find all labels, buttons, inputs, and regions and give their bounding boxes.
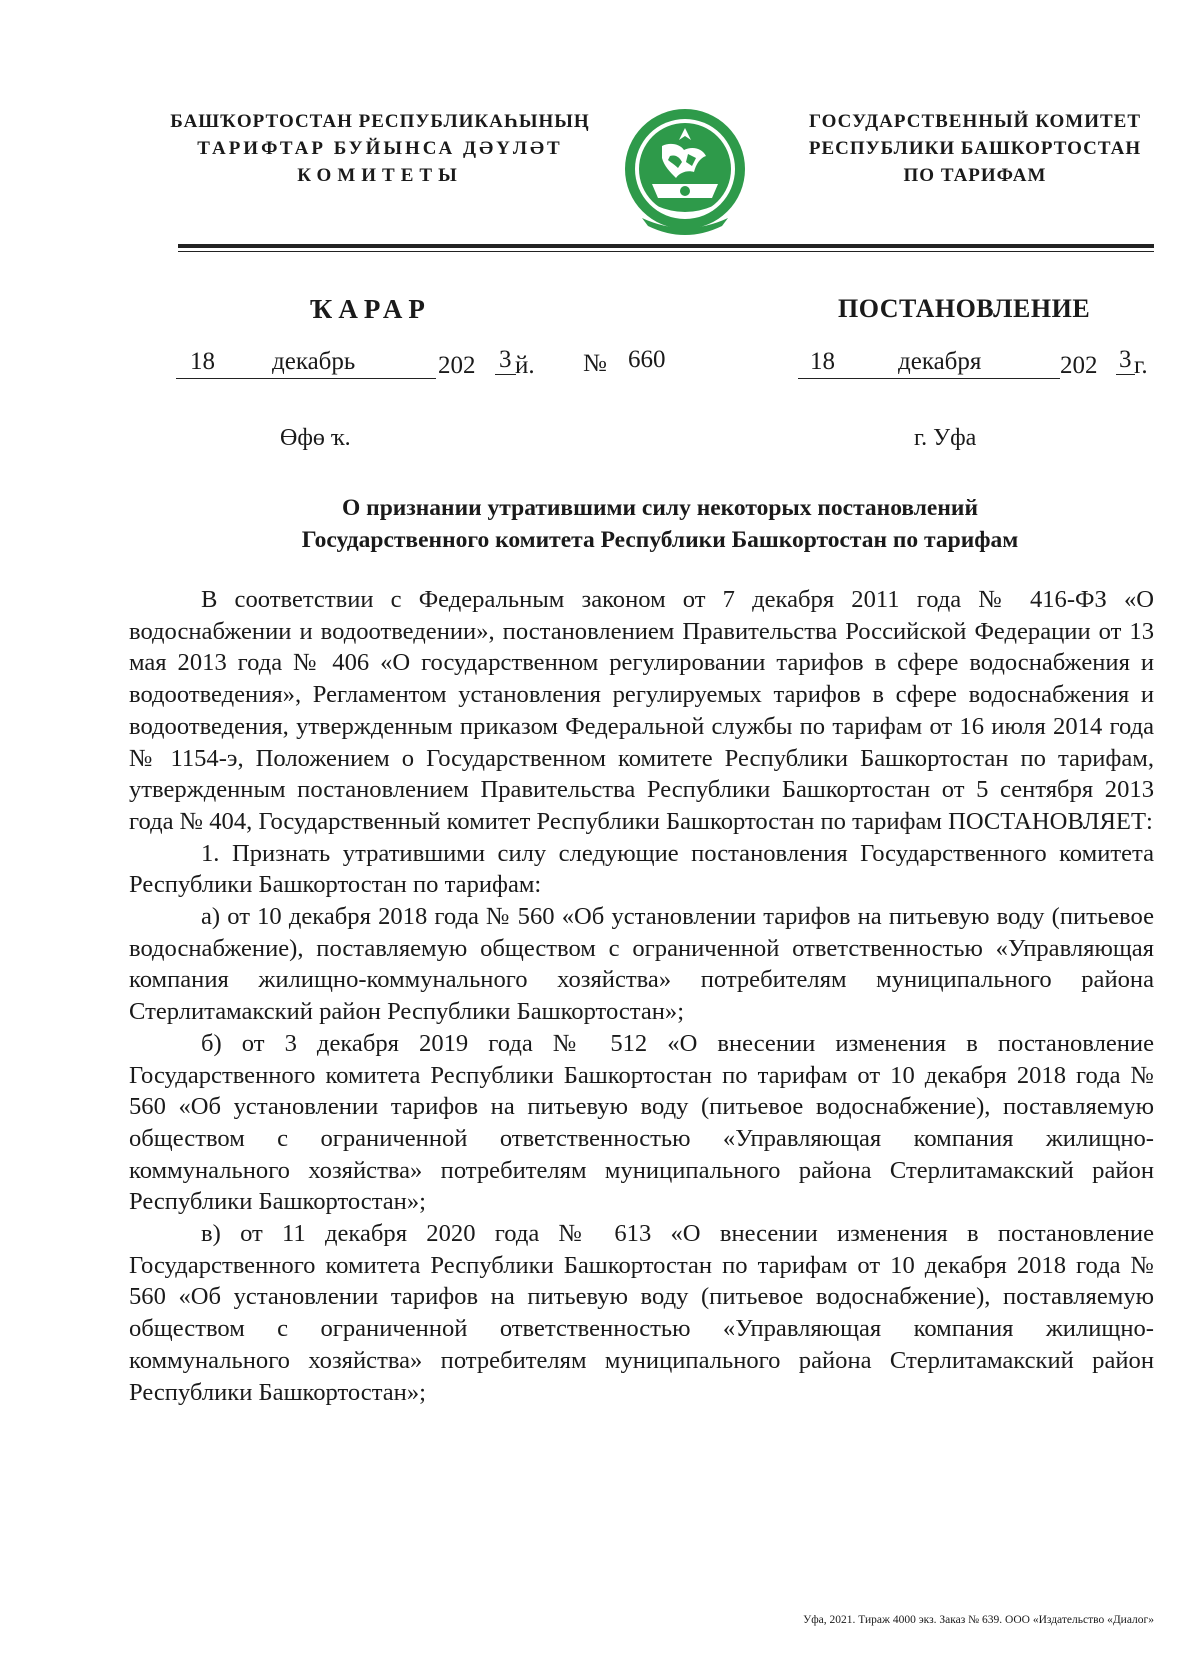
coat-of-arms-icon: [622, 106, 748, 236]
date-right-underline: [798, 378, 1060, 379]
paragraph-item-b: б) от 3 декабря 2019 года № 512 «О внесении изменения в постановление Государственного комитета Республики Башкортостан по тарифам от 10 декабря 2018 года № 560 «Об установлении тарифов на питьевую воду (питьевое водоснабжение), поставляемую обществом с ограниченной ответственностью «Управляющая компания жилищно-коммунального хозяйства» потребителям муниципального района Стерлитамакский район Республики Башкортостан»;: [129, 1029, 1154, 1216]
header-right-line-1: ГОСУДАРСТВЕННЫЙ КОМИТЕТ: [808, 111, 1142, 132]
header-right-russian: [790, 108, 1160, 189]
header-divider-thin: [178, 251, 1154, 252]
paragraph-item-a: а) от 10 декабря 2018 года № 560 «Об установлении тарифов на питьевую воду (питьевое водоснабжение), поставляемую обществом с ограниченной ответственностью «Управляющая компания жилищно-коммунального хозяйства» потребителям муниципального района Стерлитамакский район Республики Башкортостан»;: [129, 903, 1154, 1026]
document-number: 660: [628, 346, 666, 373]
date-right-year-digit: 3: [1116, 346, 1135, 375]
header-left-line-1: БАШҠОРТОСТАН РЕСПУБЛИКАҺЫНЫҢ: [170, 111, 590, 132]
document-title-line-2: Государственного комитета Республики Башкортостан по тарифам: [301, 527, 1019, 553]
header-right-line-2: РЕСПУБЛИКИ БАШКОРТОСТАН: [808, 138, 1142, 159]
header-left-bashkir: [170, 108, 590, 189]
date-left-year-prefix: 202: [438, 352, 476, 379]
title-karar: ҠАРАР: [310, 294, 431, 324]
paragraph-item-v: в) от 11 декабря 2020 года № 613 «О внесении изменения в постановление Государственного комитета Республики Башкортостан по тарифам от 10 декабря 2018 года № 560 «Об установлении тарифов на питьевую воду (питьевое водоснабжение), поставляемую обществом с ограниченной ответственностью «Управляющая компания жилищно-коммунального хозяйства» потребителям муниципального района Стерлитамакский район Республики Башкортостан»;: [129, 1220, 1154, 1406]
place-right: г. Уфа: [914, 425, 977, 451]
header-left-line-2: ТАРИФТАР БУЙЫНСА ДӘҮЛӘТ: [197, 138, 563, 159]
header-right-line-3: ПО ТАРИФАМ: [903, 165, 1047, 186]
date-left-underline: [176, 378, 436, 379]
document-title: [140, 492, 1180, 556]
place-left: Өфө ҡ.: [280, 425, 351, 451]
paragraph-item-1: 1. Признать утратившими силу следующие постановления Государственного комитета Республики Башкортостан по тарифам:: [129, 839, 1154, 899]
date-left-month: декабрь: [272, 348, 356, 375]
header-divider-thick: [178, 244, 1154, 248]
date-left-day: 18: [190, 348, 215, 375]
date-right-suffix: г.: [1134, 352, 1148, 379]
date-right-day: 18: [810, 348, 835, 375]
paragraph-preamble: В соответствии с Федеральным законом от 7 декабря 2011 года № 416-ФЗ «О водоснабжении и водоотведении», постановлением Правительства Российской Федерации от 13 мая 2013 года № 406 «О государственном регулировании тарифов в сфере водоснабжения и водоотведения», Регламентом установления регулируемых тарифов в сфере водоснабжения и водоотведения, утвержденным приказом Федеральной службы по тарифам от 16 июля 2014 года № 1154-э, Положением о Государственном комитете Республики Башкортостан по тарифам, утвержденным постановлением Правительства Республики Башкортостан от 5 сентября 2013 года № 404, Государственный комитет Республики Башкортостан по тарифам ПОСТАНОВЛЯЕТ:: [129, 586, 1154, 835]
header-left-line-3: КОМИТЕТЫ: [297, 165, 463, 186]
date-right-month: декабря: [898, 348, 982, 375]
title-postanovlenie: ПОСТАНОВЛЕНИЕ: [838, 294, 1091, 323]
print-footer: Уфа, 2021. Тираж 4000 экз. Заказ № 639. ООО «Издательство «Диалог»: [803, 1614, 1154, 1626]
date-right-year-prefix: 202: [1060, 352, 1098, 379]
number-sign: №: [583, 350, 607, 377]
date-left-suffix: й.: [515, 352, 535, 379]
date-left-year-digit: 3: [495, 346, 516, 375]
document-title-line-1: О признании утратившими силу некоторых постановлений: [342, 495, 978, 521]
document-body: [129, 584, 1154, 1408]
